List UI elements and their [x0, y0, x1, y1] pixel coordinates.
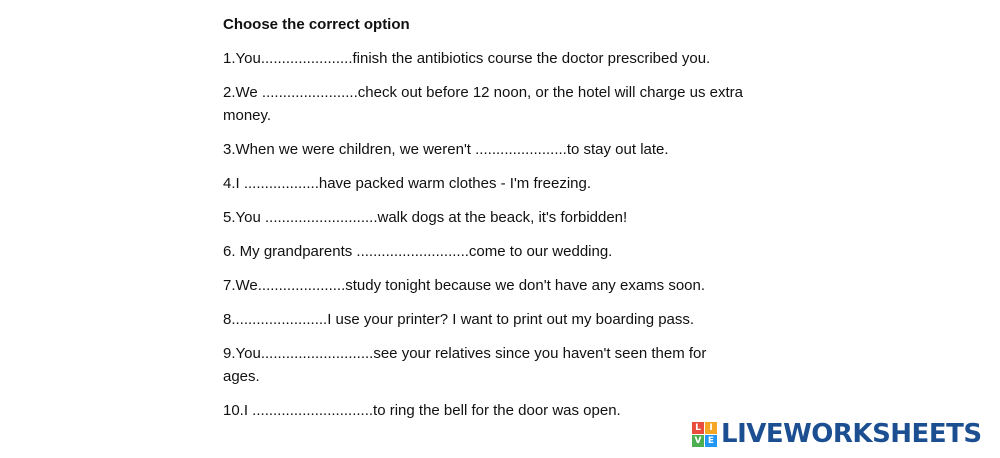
- question-2: 2.We .......................check out before 12 noon, or the hotel will charge us extra money.: [223, 84, 743, 124]
- question-3: 3.When we were children, we weren't ......................to stay out late.: [223, 141, 669, 158]
- question-8: 8.......................I use your printer? I want to print out my boarding pass.: [223, 311, 695, 328]
- logo-cell-v: V: [692, 435, 704, 447]
- worksheet-title: Choose the correct option: [223, 16, 410, 33]
- liveworksheets-logo: [692, 419, 982, 449]
- question-10: 10.I .............................to ring the bell for the door was open.: [223, 402, 621, 419]
- question-9: 9.You...........................see your relatives since you haven't seen them for ages.: [223, 345, 707, 385]
- question-4: 4.I ..................have packed warm clothes - I'm freezing.: [223, 175, 592, 192]
- question-5: 5.You ...........................walk dogs at the beack, it's forbidden!: [223, 209, 628, 226]
- question-1: 1.You......................finish the antibiotics course the doctor prescribed you.: [223, 50, 711, 67]
- question-7: 7.We.....................study tonight because we don't have any exams soon.: [223, 277, 706, 294]
- logo-cell-i: I: [705, 422, 717, 434]
- brand-name: LIVEWORKSHEETS: [721, 419, 982, 449]
- logo-cell-l: L: [692, 422, 704, 434]
- worksheet: [223, 14, 743, 433]
- live-logo-icon: [692, 422, 717, 447]
- logo-cell-e: E: [705, 435, 717, 447]
- question-6: 6. My grandparents ...........................come to our wedding.: [223, 243, 613, 260]
